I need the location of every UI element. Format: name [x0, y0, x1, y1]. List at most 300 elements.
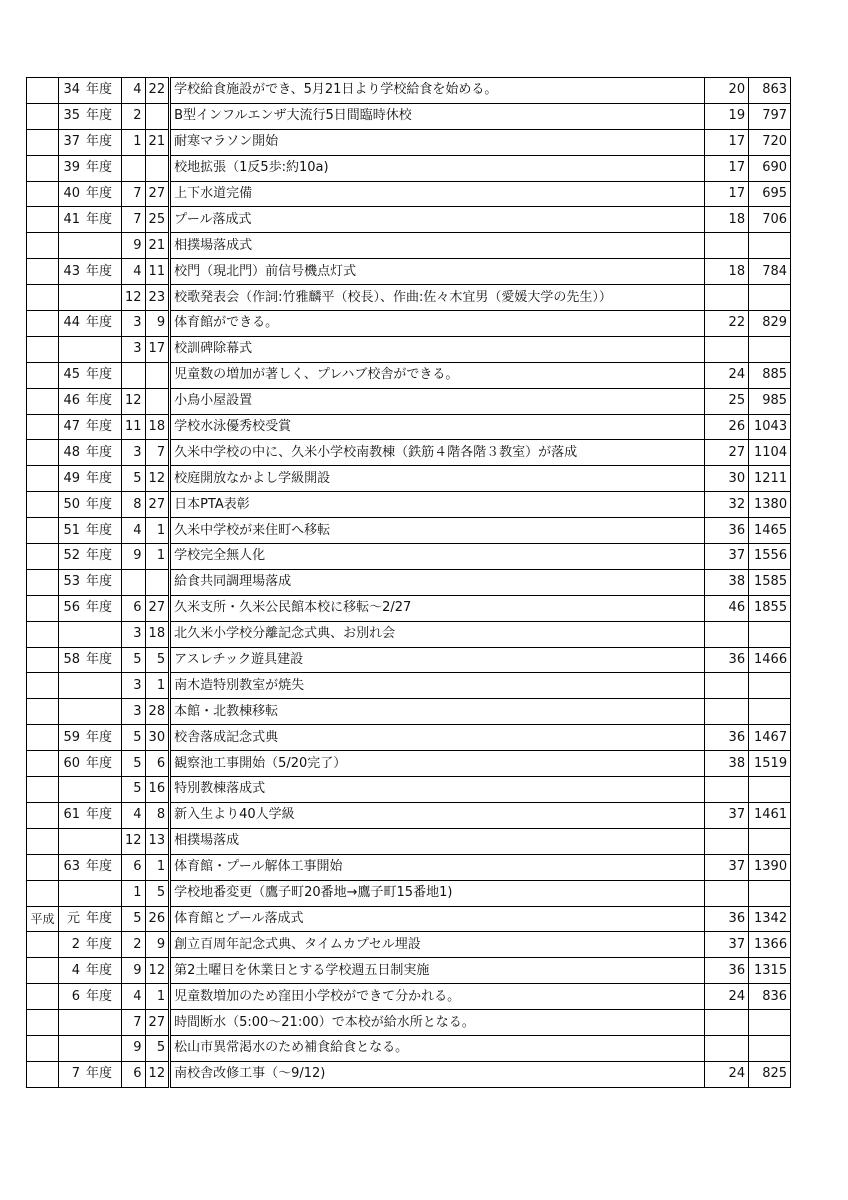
year-label-cell: 年度 [83, 958, 122, 984]
era-cell [27, 1035, 59, 1061]
era-cell [27, 673, 59, 699]
year-label-cell: 年度 [83, 129, 122, 155]
month-cell: 2 [122, 932, 146, 958]
year-cell: 40 [59, 181, 84, 207]
year-cell: 46 [59, 388, 84, 414]
class-count-cell: 17 [705, 181, 749, 207]
student-count-cell: 720 [749, 129, 791, 155]
month-cell: 7 [122, 207, 146, 233]
student-count-cell: 1315 [749, 958, 791, 984]
class-count-cell: 18 [705, 207, 749, 233]
student-count-cell: 797 [749, 103, 791, 129]
table-row [27, 725, 791, 751]
year-label-cell [83, 880, 122, 906]
era-cell [27, 828, 59, 854]
class-count-cell [705, 1010, 749, 1036]
year-label-cell: 年度 [83, 544, 122, 570]
month-cell [122, 155, 146, 181]
year-cell: 56 [59, 595, 84, 621]
student-count-cell: 690 [749, 155, 791, 181]
student-count-cell: 1104 [749, 440, 791, 466]
day-cell: 27 [145, 492, 170, 518]
era-cell [27, 259, 59, 285]
class-count-cell: 37 [705, 932, 749, 958]
event-cell: 校庭開放なかよし学級開設 [170, 466, 705, 492]
table-row [27, 129, 791, 155]
day-cell [145, 388, 170, 414]
day-cell: 27 [145, 595, 170, 621]
year-label-cell: 年度 [83, 647, 122, 673]
table-row [27, 1010, 791, 1036]
month-cell: 5 [122, 466, 146, 492]
event-cell: 相撲場落成式 [170, 233, 705, 259]
day-cell: 21 [145, 233, 170, 259]
year-cell [59, 621, 84, 647]
year-label-cell: 年度 [83, 569, 122, 595]
table-row [27, 492, 791, 518]
table-row [27, 285, 791, 311]
era-cell [27, 984, 59, 1010]
era-cell [27, 78, 59, 104]
student-count-cell [749, 828, 791, 854]
student-count-cell: 836 [749, 984, 791, 1010]
table-row [27, 544, 791, 570]
era-cell [27, 751, 59, 777]
day-cell: 18 [145, 414, 170, 440]
era-cell [27, 440, 59, 466]
day-cell: 26 [145, 906, 170, 932]
table-row [27, 673, 791, 699]
student-count-cell [749, 1010, 791, 1036]
year-cell [59, 880, 84, 906]
class-count-cell: 25 [705, 388, 749, 414]
student-count-cell: 1519 [749, 751, 791, 777]
event-cell: 本館・北教棟移転 [170, 699, 705, 725]
student-count-cell: 1585 [749, 569, 791, 595]
era-cell [27, 311, 59, 337]
year-cell: 6 [59, 984, 84, 1010]
year-label-cell: 年度 [83, 492, 122, 518]
era-cell [27, 647, 59, 673]
class-count-cell [705, 336, 749, 362]
class-count-cell: 37 [705, 802, 749, 828]
day-cell [145, 362, 170, 388]
year-label-cell: 年度 [83, 906, 122, 932]
day-cell: 12 [145, 466, 170, 492]
year-label-cell: 年度 [83, 595, 122, 621]
class-count-cell [705, 699, 749, 725]
day-cell: 1 [145, 518, 170, 544]
year-cell: 49 [59, 466, 84, 492]
event-cell: 校舎落成記念式典 [170, 725, 705, 751]
student-count-cell: 1043 [749, 414, 791, 440]
era-cell: 平成 [27, 906, 59, 932]
month-cell: 5 [122, 725, 146, 751]
year-cell: 52 [59, 544, 84, 570]
month-cell: 4 [122, 984, 146, 1010]
class-count-cell: 24 [705, 1061, 749, 1087]
year-cell: 41 [59, 207, 84, 233]
table-row [27, 336, 791, 362]
month-cell: 3 [122, 311, 146, 337]
year-cell [59, 285, 84, 311]
table-row [27, 802, 791, 828]
student-count-cell: 695 [749, 181, 791, 207]
event-cell: 体育館とプール落成式 [170, 906, 705, 932]
year-label-cell: 年度 [83, 802, 122, 828]
era-cell [27, 492, 59, 518]
month-cell: 4 [122, 802, 146, 828]
student-count-cell [749, 699, 791, 725]
day-cell: 7 [145, 440, 170, 466]
table-row [27, 647, 791, 673]
year-label-cell: 年度 [83, 155, 122, 181]
table-row [27, 440, 791, 466]
year-cell: 53 [59, 569, 84, 595]
event-cell: 体育館ができる。 [170, 311, 705, 337]
student-count-cell [749, 673, 791, 699]
event-cell: B型インフルエンザ大流行5日間臨時休校 [170, 103, 705, 129]
student-count-cell: 825 [749, 1061, 791, 1087]
student-count-cell [749, 1035, 791, 1061]
era-cell [27, 285, 59, 311]
year-label-cell: 年度 [83, 1061, 122, 1087]
era-cell [27, 1010, 59, 1036]
event-cell: 学校給食施設ができ、5月21日より学校給食を始める。 [170, 78, 705, 104]
year-cell: 34 [59, 78, 84, 104]
month-cell: 9 [122, 958, 146, 984]
year-cell: 60 [59, 751, 84, 777]
day-cell: 23 [145, 285, 170, 311]
table-row [27, 880, 791, 906]
class-count-cell: 36 [705, 725, 749, 751]
event-cell: 給食共同調理場落成 [170, 569, 705, 595]
era-cell [27, 414, 59, 440]
month-cell: 8 [122, 492, 146, 518]
class-count-cell: 36 [705, 647, 749, 673]
month-cell: 11 [122, 414, 146, 440]
era-cell [27, 932, 59, 958]
era-cell [27, 129, 59, 155]
student-count-cell: 1466 [749, 647, 791, 673]
event-cell: 児童数の増加が著しく、プレハブ校舎ができる。 [170, 362, 705, 388]
year-cell: 2 [59, 932, 84, 958]
event-cell: 学校完全無人化 [170, 544, 705, 570]
month-cell: 3 [122, 336, 146, 362]
class-count-cell: 38 [705, 751, 749, 777]
event-cell: アスレチック遊具建設 [170, 647, 705, 673]
event-cell: 小鳥小屋設置 [170, 388, 705, 414]
day-cell: 6 [145, 751, 170, 777]
day-cell: 11 [145, 259, 170, 285]
month-cell: 12 [122, 285, 146, 311]
student-count-cell: 1211 [749, 466, 791, 492]
day-cell: 1 [145, 984, 170, 1010]
event-cell: 時間断水（5:00～21:00）で本校が給水所となる。 [170, 1010, 705, 1036]
event-cell: 学校地番変更（鷹子町20番地→鷹子町15番地1) [170, 880, 705, 906]
event-cell: 学校水泳優秀校受賞 [170, 414, 705, 440]
year-cell [59, 673, 84, 699]
event-cell: 第2土曜日を休業日とする学校週五日制実施 [170, 958, 705, 984]
student-count-cell: 1465 [749, 518, 791, 544]
day-cell: 5 [145, 647, 170, 673]
era-cell [27, 725, 59, 751]
era-cell [27, 595, 59, 621]
year-label-cell: 年度 [83, 103, 122, 129]
table-row [27, 155, 791, 181]
year-cell: 59 [59, 725, 84, 751]
era-cell [27, 880, 59, 906]
class-count-cell: 24 [705, 984, 749, 1010]
day-cell: 16 [145, 777, 170, 803]
year-cell [59, 828, 84, 854]
year-label-cell: 年度 [83, 78, 122, 104]
day-cell: 21 [145, 129, 170, 155]
day-cell: 30 [145, 725, 170, 751]
class-count-cell [705, 777, 749, 803]
student-count-cell: 829 [749, 311, 791, 337]
month-cell: 5 [122, 906, 146, 932]
class-count-cell: 36 [705, 518, 749, 544]
year-cell: 39 [59, 155, 84, 181]
month-cell: 4 [122, 78, 146, 104]
event-cell: 特別教棟落成式 [170, 777, 705, 803]
student-count-cell [749, 233, 791, 259]
era-cell [27, 207, 59, 233]
year-cell: 61 [59, 802, 84, 828]
class-count-cell: 19 [705, 103, 749, 129]
month-cell: 12 [122, 828, 146, 854]
event-cell: 日本PTA表彰 [170, 492, 705, 518]
era-cell [27, 103, 59, 129]
class-count-cell: 17 [705, 155, 749, 181]
event-cell: 校歌発表会（作詞:竹雅麟平（校長）、作曲:佐々木宜男（愛媛大学の先生）） [170, 285, 705, 311]
class-count-cell: 24 [705, 362, 749, 388]
era-cell [27, 621, 59, 647]
event-cell: プール落成式 [170, 207, 705, 233]
table-row [27, 181, 791, 207]
student-count-cell [749, 285, 791, 311]
year-cell [59, 1035, 84, 1061]
era-cell [27, 802, 59, 828]
month-cell: 2 [122, 103, 146, 129]
event-cell: 校地拡張（1反5歩:約10a) [170, 155, 705, 181]
table-row [27, 751, 791, 777]
year-label-cell [83, 673, 122, 699]
year-label-cell [83, 285, 122, 311]
school-history-table [26, 77, 791, 1088]
day-cell [145, 155, 170, 181]
day-cell [145, 103, 170, 129]
table-row [27, 103, 791, 129]
class-count-cell: 37 [705, 544, 749, 570]
year-label-cell: 年度 [83, 725, 122, 751]
day-cell: 9 [145, 311, 170, 337]
year-cell: 51 [59, 518, 84, 544]
class-count-cell: 22 [705, 311, 749, 337]
event-cell: 新入生より40人学級 [170, 802, 705, 828]
class-count-cell [705, 880, 749, 906]
year-cell [59, 699, 84, 725]
month-cell: 3 [122, 673, 146, 699]
table-row [27, 311, 791, 337]
year-label-cell: 年度 [83, 932, 122, 958]
era-cell [27, 777, 59, 803]
student-count-cell [749, 777, 791, 803]
table-row [27, 259, 791, 285]
month-cell: 7 [122, 1010, 146, 1036]
year-label-cell [83, 1010, 122, 1036]
month-cell: 1 [122, 129, 146, 155]
month-cell: 3 [122, 621, 146, 647]
year-cell: 47 [59, 414, 84, 440]
year-label-cell: 年度 [83, 466, 122, 492]
day-cell: 18 [145, 621, 170, 647]
year-cell [59, 1010, 84, 1036]
month-cell: 4 [122, 518, 146, 544]
class-count-cell: 46 [705, 595, 749, 621]
table-row [27, 906, 791, 932]
student-count-cell: 885 [749, 362, 791, 388]
month-cell: 3 [122, 699, 146, 725]
year-label-cell: 年度 [83, 388, 122, 414]
month-cell: 4 [122, 259, 146, 285]
table-row [27, 777, 791, 803]
table-row [27, 958, 791, 984]
year-label-cell: 年度 [83, 259, 122, 285]
day-cell: 28 [145, 699, 170, 725]
month-cell: 1 [122, 880, 146, 906]
day-cell: 17 [145, 336, 170, 362]
day-cell: 12 [145, 1061, 170, 1087]
student-count-cell: 784 [749, 259, 791, 285]
table-row [27, 932, 791, 958]
month-cell: 5 [122, 777, 146, 803]
era-cell [27, 854, 59, 880]
year-cell [59, 777, 84, 803]
event-cell: 松山市異常渇水のため補食給食となる。 [170, 1035, 705, 1061]
event-cell: 南木造特別教室が焼失 [170, 673, 705, 699]
table-row [27, 569, 791, 595]
class-count-cell: 36 [705, 958, 749, 984]
event-cell: 校訓碑除幕式 [170, 336, 705, 362]
event-cell: 南校舎改修工事（～9/12) [170, 1061, 705, 1087]
class-count-cell: 36 [705, 906, 749, 932]
year-label-cell: 年度 [83, 181, 122, 207]
student-count-cell: 706 [749, 207, 791, 233]
day-cell: 5 [145, 880, 170, 906]
year-label-cell [83, 233, 122, 259]
class-count-cell: 37 [705, 854, 749, 880]
month-cell: 9 [122, 1035, 146, 1061]
event-cell: 相撲場落成 [170, 828, 705, 854]
month-cell: 6 [122, 595, 146, 621]
event-cell: 校門（現北門）前信号機点灯式 [170, 259, 705, 285]
era-cell [27, 155, 59, 181]
year-cell: 4 [59, 958, 84, 984]
day-cell: 27 [145, 181, 170, 207]
year-label-cell: 年度 [83, 518, 122, 544]
year-label-cell [83, 621, 122, 647]
table-row [27, 621, 791, 647]
student-count-cell: 1342 [749, 906, 791, 932]
class-count-cell [705, 233, 749, 259]
event-cell: 創立百周年記念式典、タイムカプセル埋設 [170, 932, 705, 958]
year-label-cell [83, 828, 122, 854]
day-cell: 22 [145, 78, 170, 104]
class-count-cell: 30 [705, 466, 749, 492]
class-count-cell [705, 285, 749, 311]
year-cell [59, 233, 84, 259]
month-cell: 6 [122, 1061, 146, 1087]
student-count-cell: 1390 [749, 854, 791, 880]
day-cell: 25 [145, 207, 170, 233]
day-cell: 1 [145, 673, 170, 699]
era-cell [27, 518, 59, 544]
day-cell: 13 [145, 828, 170, 854]
year-label-cell [83, 699, 122, 725]
year-label-cell [83, 1035, 122, 1061]
class-count-cell [705, 673, 749, 699]
event-cell: 観察池工事開始（5/20完了） [170, 751, 705, 777]
era-cell [27, 181, 59, 207]
student-count-cell: 1855 [749, 595, 791, 621]
event-cell: 児童数増加のため窪田小学校ができて分かれる。 [170, 984, 705, 1010]
year-label-cell: 年度 [83, 854, 122, 880]
table-row [27, 207, 791, 233]
era-cell [27, 1061, 59, 1087]
day-cell: 8 [145, 802, 170, 828]
year-label-cell: 年度 [83, 440, 122, 466]
day-cell: 27 [145, 1010, 170, 1036]
table-row [27, 595, 791, 621]
class-count-cell: 26 [705, 414, 749, 440]
student-count-cell: 1467 [749, 725, 791, 751]
table-row [27, 699, 791, 725]
class-count-cell: 38 [705, 569, 749, 595]
day-cell: 9 [145, 932, 170, 958]
event-cell: 久米支所・久米公民館本校に移転～2/27 [170, 595, 705, 621]
month-cell: 7 [122, 181, 146, 207]
class-count-cell: 18 [705, 259, 749, 285]
day-cell: 1 [145, 854, 170, 880]
table-row [27, 362, 791, 388]
month-cell: 9 [122, 544, 146, 570]
year-label-cell [83, 777, 122, 803]
month-cell [122, 569, 146, 595]
year-cell: 7 [59, 1061, 84, 1087]
table-row [27, 854, 791, 880]
era-cell [27, 362, 59, 388]
event-cell: 久米中学校の中に、久米小学校南教棟（鉄筋４階各階３教室）が落成 [170, 440, 705, 466]
class-count-cell: 17 [705, 129, 749, 155]
table-row [27, 78, 791, 104]
era-cell [27, 388, 59, 414]
era-cell [27, 336, 59, 362]
table-row [27, 828, 791, 854]
year-cell: 35 [59, 103, 84, 129]
year-cell: 37 [59, 129, 84, 155]
month-cell: 9 [122, 233, 146, 259]
table-row [27, 388, 791, 414]
event-cell: 体育館・プール解体工事開始 [170, 854, 705, 880]
era-cell [27, 233, 59, 259]
day-cell [145, 569, 170, 595]
year-cell: 45 [59, 362, 84, 388]
year-label-cell: 年度 [83, 207, 122, 233]
year-cell [59, 336, 84, 362]
year-label-cell [83, 336, 122, 362]
